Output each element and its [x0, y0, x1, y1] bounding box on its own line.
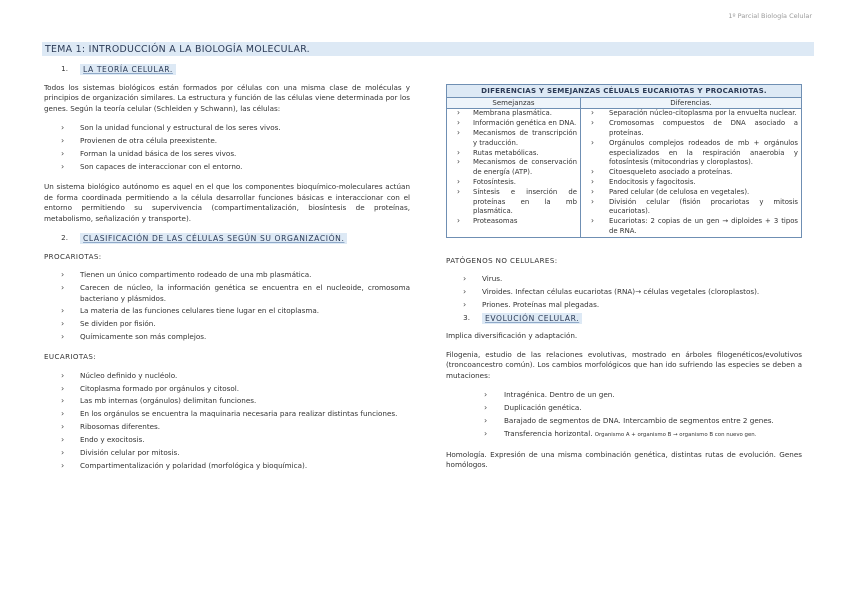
list-item: › Rutas metabólicas. — [447, 149, 577, 159]
list-item: › Mecanismos de conservación de energía (ATP). — [447, 158, 577, 178]
table-title: DIFERENCIAS Y SEMEJANZAS CÉLUALS EUCARIOTAS Y PROCARIOTAS. — [447, 85, 802, 98]
left-column — [44, 62, 410, 481]
cell-theory-list — [44, 123, 410, 172]
list-item: › La materia de las funciones celulares tiene lugar en el citoplasma. — [44, 306, 410, 316]
list-item: › Citoesqueleto asociado a proteínas. — [581, 168, 798, 178]
differences-cell — [581, 109, 802, 237]
table-header-similarities: Semejanzas — [447, 98, 581, 109]
list-item: › Químicamente son más complejos. — [44, 332, 410, 342]
right-column — [446, 84, 802, 479]
list-item: › Provienen de otra célula preexistente. — [44, 136, 410, 146]
list-item: › Virus. — [446, 274, 802, 284]
section-label: EVOLUCIÓN CELULAR. — [482, 313, 582, 324]
section-heading-1 — [44, 64, 410, 75]
list-item: › Cromosomas compuestos de DNA asociado a proteínas. — [581, 119, 798, 139]
mutations-list — [446, 390, 802, 439]
list-item: › División celular por mitosis. — [44, 448, 410, 458]
list-item: › Endo y exocitosis. — [44, 435, 410, 445]
list-item: › Priones. Proteínas mal plegadas. — [446, 300, 802, 310]
pathogens-list — [446, 274, 802, 310]
list-item: › Carecen de núcleo, la información genética se encuentra en el nucleoide, cromosoma bacteriano y plásmidos. — [44, 283, 410, 304]
transfer-label: Transferencia horizontal. — [504, 428, 595, 438]
list-item: › Ribosomas diferentes. — [44, 422, 410, 432]
list-item: › Se dividen por fisión. — [44, 319, 410, 329]
list-item: › Duplicación genética. — [446, 403, 802, 413]
eukaryotes-caption: EUCARIOTAS: — [44, 352, 97, 362]
prokaryotes-caption: PROCARIOTAS: — [44, 251, 102, 261]
section-number: 3. — [463, 312, 470, 322]
eukaryotes-list — [44, 371, 410, 471]
list-item: › Forman la unidad básica de los seres vivos. — [44, 149, 410, 159]
list-item: › Tienen un único compartimento rodeado de una mb plasmática. — [44, 270, 410, 280]
list-item: › Información genética en DNA. — [447, 119, 577, 129]
section-label: CLASIFICACIÓN DE LAS CÉLULAS SEGÚN SU ORGANIZACIÓN. — [80, 233, 347, 244]
topic-title-bar — [42, 42, 814, 56]
section-number: 1. — [61, 64, 68, 74]
list-item: › Endocitosis y fagocitosis. — [581, 178, 798, 188]
topic-title: TEMA 1: INTRODUCCIÓN A LA BIOLOGÍA MOLECULAR. — [45, 44, 310, 55]
autonomous-system-paragraph: Un sistema biológico autónomo es aquel en el que los componentes bioquímico-moleculares actúan de forma coordinada permitiendo a la célula desarrollar funciones básicas e interaccionar con el entorno permitiendo su supervivencia (compartimentalización, biosíntesis de proteínas, metabolismo, señalización y transporte). — [44, 182, 410, 223]
comparison-table — [446, 84, 802, 238]
list-item: › Viroides. Infectan células eucariotas (RNA)→ células vegetales (cloroplastos). — [446, 287, 802, 297]
list-item: › Barajado de segmentos de DNA. Intercambio de segmentos entre 2 genes. — [446, 416, 802, 426]
pathogens-caption: PATÓGENOS NO CELULARES: — [446, 255, 558, 265]
list-item: › Proteasomas — [447, 217, 577, 227]
list-item: › En los orgánulos se encuentra la maquinaria necesaria para realizar distintas funciones. — [44, 409, 410, 419]
similarities-list — [447, 109, 577, 227]
transfer-note: Organismo A + organismo B → organismo B con nuevo gen. — [594, 431, 757, 438]
table-header-differences: Diferencias. — [581, 98, 802, 109]
list-item: › Eucariotas: 2 copias de un gen → diploides + 3 tipos de RNA. — [581, 217, 798, 237]
section-label: LA TEORÍA CELULAR. — [80, 64, 176, 75]
list-item: › Son capaces de interaccionar con el entorno. — [44, 162, 410, 172]
list-item: › Citoplasma formado por orgánulos y citosol. — [44, 384, 410, 394]
differences-list — [581, 109, 798, 236]
section-heading-2 — [44, 233, 410, 244]
list-item: › Membrana plasmática. — [447, 109, 577, 119]
prokaryotes-list — [44, 270, 410, 342]
list-item: › Separación núcleo-citoplasma por la envuelta nuclear. — [581, 109, 798, 119]
phylogeny-paragraph: Filogenia, estudio de las relaciones evolutivas, mostrado en árboles filogenéticos/evolutivos (troncoancestro común). Los cambios morfológicos que han ido sufriendo las especies se deben a mutaciones: — [446, 349, 802, 380]
list-item: › Las mb internas (orgánulos) delimitan funciones. — [44, 396, 410, 406]
list-item: › Núcleo definido y nucléolo. — [44, 371, 410, 381]
section-heading-3 — [446, 313, 802, 324]
list-item: › Síntesis e inserción de proteínas en la mb plasmática. — [447, 188, 577, 217]
evolution-paragraph: Implica diversificación y adaptación. — [446, 330, 578, 340]
list-item: › Mecanismos de transcripción y traducción. — [447, 129, 577, 149]
section-number: 2. — [61, 233, 68, 243]
list-item: › Compartimentalización y polaridad (morfológica y bioquímica). — [44, 461, 410, 471]
list-item: › Fotosíntesis. — [447, 178, 577, 188]
list-item: › División celular (fisión procariotas y mitosis eucariotas). — [581, 198, 798, 218]
similarities-cell — [447, 109, 581, 237]
list-item — [446, 429, 802, 440]
course-header: 1º Parcial Biología Celular — [728, 12, 812, 20]
list-item: › Orgánulos complejos rodeados de mb + orgánulos especializados en la respiración anaerobia y fotosíntesis (mitocondrias y cloroplastos). — [581, 139, 798, 168]
list-item: › Son la unidad funcional y estructural de los seres vivos. — [44, 123, 410, 133]
cell-theory-paragraph: Todos los sistemas biológicos están formados por células con una misma clase de moléculas y principios de organización similares. La estructura y función de las células viene determinada por los genes. Según la teoría celular (Schleiden y Schwann), las células: — [44, 83, 410, 113]
list-item: › Intragénica. Dentro de un gen. — [446, 390, 802, 400]
homology-paragraph: Homología. Expresión de una misma combinación genética, distintas rutas de evolución. Genes homólogos. — [446, 449, 802, 470]
list-item: › Pared celular (de celulosa en vegetales). — [581, 188, 798, 198]
